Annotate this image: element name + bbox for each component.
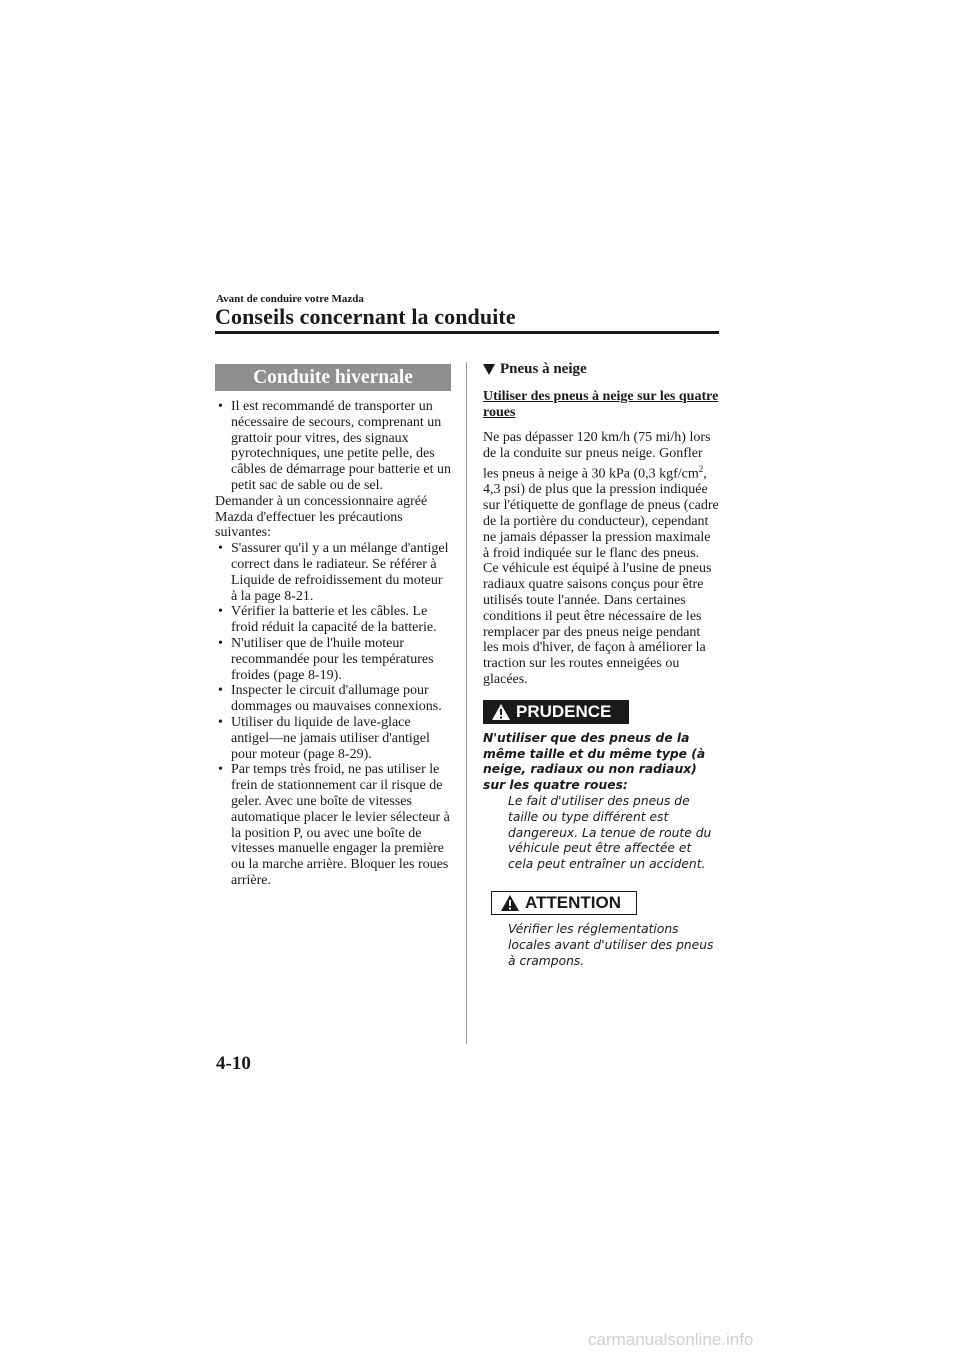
all-season-paragraph: Ce véhicule est équipé à l'usine de pneus radiaux quatre saisons conçus pour être utilisés toute l'année. Dans certaines conditions il peut être nécessaire de les remplacer par des pneus neige pendant les mois d'hiver, de façon à améliorer la traction sur les routes enneigées ou glacées. [483, 561, 712, 687]
list-item: • S'assurer qu'il y a un mélange d'antigel correct dans le radiateur. Se référer à Liquide de refroidissement du moteur à la page 8-21. [215, 541, 451, 604]
section-banner: Conduite hivernale [215, 364, 451, 391]
underlined-heading: Utiliser des pneus à neige sur les quatre roues [483, 388, 719, 420]
prudence-label-text: PRUDENCE [516, 701, 612, 721]
list-item: • N'utiliser que de l'huile moteur recommandée pour les températures froides (page 8-19). [215, 636, 451, 683]
list-item: • Par temps très froid, ne pas utiliser le frein de stationnement car il risque de geler. Avec une boîte de vitesses automatique placer le levier sélecteur à la position P, ou avec une boîte de vitesses manuelle engager la première ou la marche arrière. Bloquer les roues arrière. [215, 762, 451, 888]
para1-text-a: Ne pas dépasser 120 km/h (75 mi/h) lors de la conduite sur pneus neige. Gonfler les pneus à neige à 30 kPa (0,3 kgf/cm [483, 430, 711, 482]
running-head: Avant de conduire votre Mazda [216, 293, 364, 305]
subsection-title: Pneus à neige [500, 361, 587, 377]
header-rule [215, 331, 719, 334]
para1-text-b: , 4,3 psi) de plus que la pression indiquée sur l'étiquette de gonflage de pneus (cadre de la portière du conducteur), cependant ne jamais dépasser la pression maximale à froid indiquée sur le flanc des pneus. [483, 466, 719, 561]
attention-label-text: ATTENTION [525, 893, 622, 913]
warning-triangle-icon [491, 703, 511, 721]
attention-body: Vérifier les réglementations locales avant d'utiliser des pneus à crampons. [508, 921, 714, 968]
superscript-2: 2 [698, 463, 704, 474]
watermark: carmanualsonline.info [588, 1330, 754, 1349]
list-item-emergency-kit: • Il est recommandé de transporter un nécessaire de secours, comprenant un grattoir pour vitres, des signaux pyrotechniques, une petite pelle, des câbles de démarrage pour batterie et un petit sac de sable ou de sel. [215, 399, 451, 494]
tire-pressure-paragraph [483, 430, 719, 561]
column-divider [466, 362, 467, 1044]
subsection-heading [483, 362, 719, 378]
attention-label [491, 891, 637, 915]
warning-triangle-icon [500, 894, 520, 912]
left-column [215, 364, 451, 889]
list-item: • Vérifier la batterie et les câbles. Le froid réduit la capacité de la batterie. [215, 604, 451, 636]
chapter-title: Conseils concernant la conduite [215, 304, 516, 329]
right-column [483, 362, 719, 969]
list-item: • Utiliser du liquide de lave-glace antigel—ne jamais utiliser d'antigel pour moteur (page 8-29). [215, 715, 451, 762]
prudence-body: Le fait d'utiliser des pneus de taille ou type différent est dangereux. La tenue de route du véhicule peut être affectée et cela peut entraîner un accident. [508, 793, 712, 872]
list-item: • Inspecter le circuit d'allumage pour dommages ou mauvaises connexions. [215, 683, 451, 715]
down-triangle-icon [483, 364, 495, 375]
page-number: 4-10 [216, 1053, 251, 1074]
dealer-instructions: Demander à un concessionnaire agréé Mazda d'effectuer les précautions suivantes: [215, 493, 428, 541]
prudence-heading: N'utiliser que des pneus de la même taille et du même type (à neige, radiaux ou non radiaux) sur les quatre roues: [483, 730, 706, 793]
prudence-label [483, 700, 629, 724]
